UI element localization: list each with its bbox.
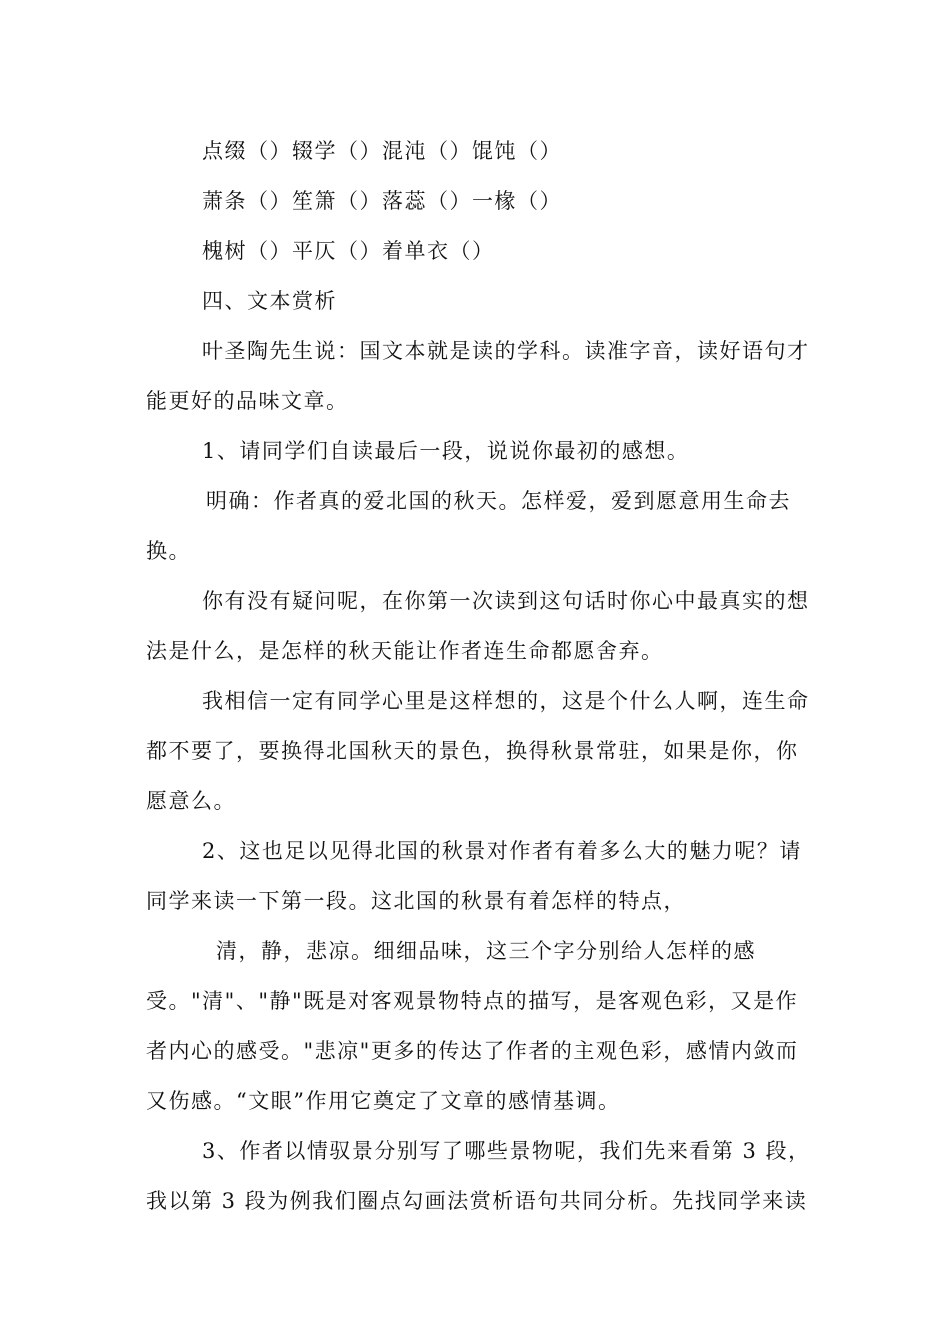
paragraph-line: 能更好的品味文章。 <box>146 389 349 413</box>
paragraph-line: 我相信一定有同学心里是这样想的，这是个什么人啊，连生命 <box>202 689 810 713</box>
paragraph-line: 3、作者以情驭景分别写了哪些景物呢，我们先来看第 3 段， <box>202 1139 811 1163</box>
paragraph-line: 你有没有疑问呢，在你第一次读到这句话时你心中最真实的想 <box>202 589 810 613</box>
section-heading-text: 四、文本赏析 <box>202 289 337 313</box>
vocab-row-3: 槐树（）平仄（）着单衣（） <box>202 239 495 263</box>
paragraph-line: 明确：作者真的爱北国的秋天。怎样爱，爱到愿意用生命去 <box>206 489 791 513</box>
paragraph-line: 又伤感。“文眼”作用它奠定了文章的感情基调。 <box>146 1089 621 1113</box>
paragraph-line: 同学来读一下第一段。这北国的秋景有着怎样的特点， <box>146 889 686 913</box>
paragraph-line: 2、这也足以见得北国的秋景对作者有着多么大的魅力呢？请 <box>202 839 802 863</box>
paragraph-line: 受。"清"、"静"既是对客观景物特点的描写，是客观色彩，又是作 <box>146 989 799 1013</box>
paragraph-belief <box>146 676 810 826</box>
vocab-row-1: 点缀（）辍学（）混沌（）馄饨（） <box>202 139 562 163</box>
paragraph-question-2 <box>146 826 806 926</box>
vocab-list <box>146 126 806 276</box>
paragraph-line: 1、请同学们自读最后一段，说说你最初的感想。 <box>202 439 690 463</box>
paragraph-line: 愿意么。 <box>146 789 236 813</box>
paragraph-question-1 <box>146 426 806 476</box>
section-heading <box>146 276 806 326</box>
paragraph-question-3 <box>146 1126 811 1226</box>
paragraph-line: 都不要了，要换得北国秋天的景色，换得秋景常驻，如果是你，你 <box>146 739 799 763</box>
paragraph-line: 叶圣陶先生说：国文本就是读的学科。读准字音，读好语句才 <box>202 339 810 363</box>
paragraph-doubt <box>146 576 810 676</box>
paragraph-line: 换。 <box>146 539 191 563</box>
paragraph-intro <box>146 326 810 426</box>
vocab-row-2: 萧条（）笙箫（）落蕊（）一椽（） <box>202 189 562 213</box>
paragraph-line: 我以第 3 段为例我们圈点勾画法赏析语句共同分析。先找同学来读 <box>146 1189 808 1213</box>
paragraph-line: 法是什么，是怎样的秋天能让作者连生命都愿舍弃。 <box>146 639 664 663</box>
paragraph-line: 者内心的感受。"悲凉"更多的传达了作者的主观色彩，感情内敛而 <box>146 1039 799 1063</box>
paragraph-answer-2 <box>146 926 806 1126</box>
paragraph-answer-1 <box>146 476 806 576</box>
paragraph-line: 清，静，悲凉。细细品味，这三个字分别给人怎样的感 <box>216 939 756 963</box>
